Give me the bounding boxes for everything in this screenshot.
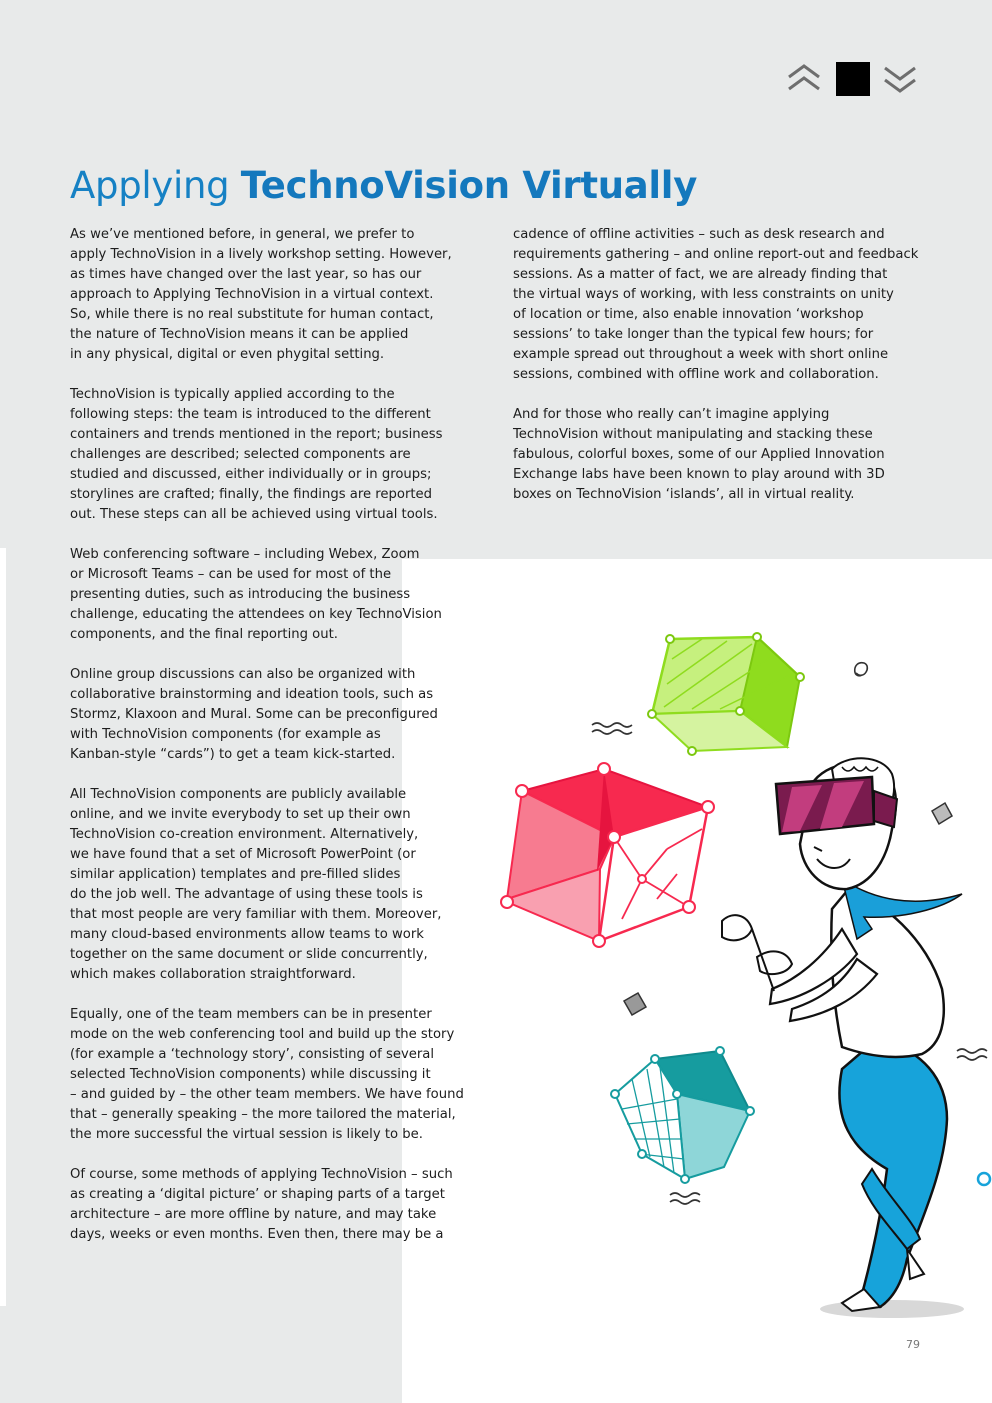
- paragraph: All TechnoVision components are publicly available online, and we invite everybody to set up their own TechnoVision co-creation environment. Alternatively, we have found that a set of Microsoft PowerPoint (or similar application) templates and pre-filled slides do the job well. The advantage of using these tools is that most people are very familiar with them. Moreover, many cloud-based environments allow teams to work together on the same document or slide concurrently, which makes collaboration straightforward.: [70, 787, 442, 982]
- paragraph: As we’ve mentioned before, in general, we prefer to apply TechnoVision in a lively workshop setting. However, as times have changed over the last year, so has our approach to Applying TechnoVision in a virtual context. So, while there is no real substitute for human contact, the nature of TechnoVision means it can be applied in any physical, digital or even phygital setting.: [70, 227, 452, 362]
- paragraph: Online group discussions can also be organized with collaborative brainstorming and ideation tools, such as Stormz, Klaxoon and Mural. Some can be preconfigured with TechnoVision components (for example as Kanban-style “cards”) to get a team kick-started.: [70, 667, 438, 762]
- paragraph: cadence of offline activities – such as desk research and requirements gathering – and online report-out and feedback sessions. As a matter of fact, we are already finding that the virtual ways of working, with less constraints on unity of location or time, also enable innovation ‘workshop sessions’ to take longer than the typical few hours; for example spread out throughout a week with short online sessions, combined with offline work and collaboration.: [513, 227, 919, 382]
- paragraph: And for those who really can’t imagine applying TechnoVision without manipulating and stacking these fabulous, colorful boxes, some of our Applied Innovation Exchange labs have been known to play around with 3D boxes on TechnoVision ‘islands’, all in virtual reality.: [513, 407, 885, 502]
- double-chevron-down-icon[interactable]: [882, 62, 918, 96]
- double-chevron-up-icon[interactable]: [786, 62, 822, 96]
- vr-juggler-illustration: [402, 559, 992, 1339]
- paragraph: Of course, some methods of applying TechnoVision – such as creating a ‘digital picture’ or shaping parts of a target architecture – are more offline by nature, and may take days, weeks or even months. Even then, there may be a: [70, 1167, 453, 1242]
- page-navigation: [786, 62, 920, 96]
- right-column: [513, 225, 933, 525]
- title-bold: TechnoVision Virtually: [240, 164, 698, 207]
- page-title: [70, 164, 697, 207]
- paragraph: TechnoVision is typically applied according to the following steps: the team is introduced to the different containers and trends mentioned in the report; business challenges are described; selected components are studied and discussed, either individually or in groups; storylines are crafted; finally, the findings are reported out. These steps can all be achieved using virtual tools.: [70, 387, 443, 522]
- paragraph: Web conferencing software – including Webex, Zoom or Microsoft Teams – can be used for most of the presenting duties, such as introducing the business challenge, educating the attendees on key TechnoVision components, and the final reporting out.: [70, 547, 442, 642]
- paragraph: Equally, one of the team members can be in presenter mode on the web conferencing tool and build up the story (for example a ‘technology story’, consisting of several selected TechnoVision components) while discussing it – and guided by – the other team members. We have found that – generally speaking – the more tailored the material, the more successful the virtual session is likely to be.: [70, 1007, 464, 1142]
- red-cube-icon: [501, 763, 714, 947]
- man-figure-icon: [722, 758, 964, 1318]
- teal-cube-icon: [611, 1047, 754, 1183]
- square-icon[interactable]: [836, 62, 870, 96]
- page-number: 79: [906, 1338, 920, 1351]
- green-cube-icon: [648, 633, 804, 755]
- decorative-ring-icon: [978, 1173, 990, 1185]
- white-strip: [0, 548, 6, 1306]
- title-regular: Applying: [70, 164, 241, 207]
